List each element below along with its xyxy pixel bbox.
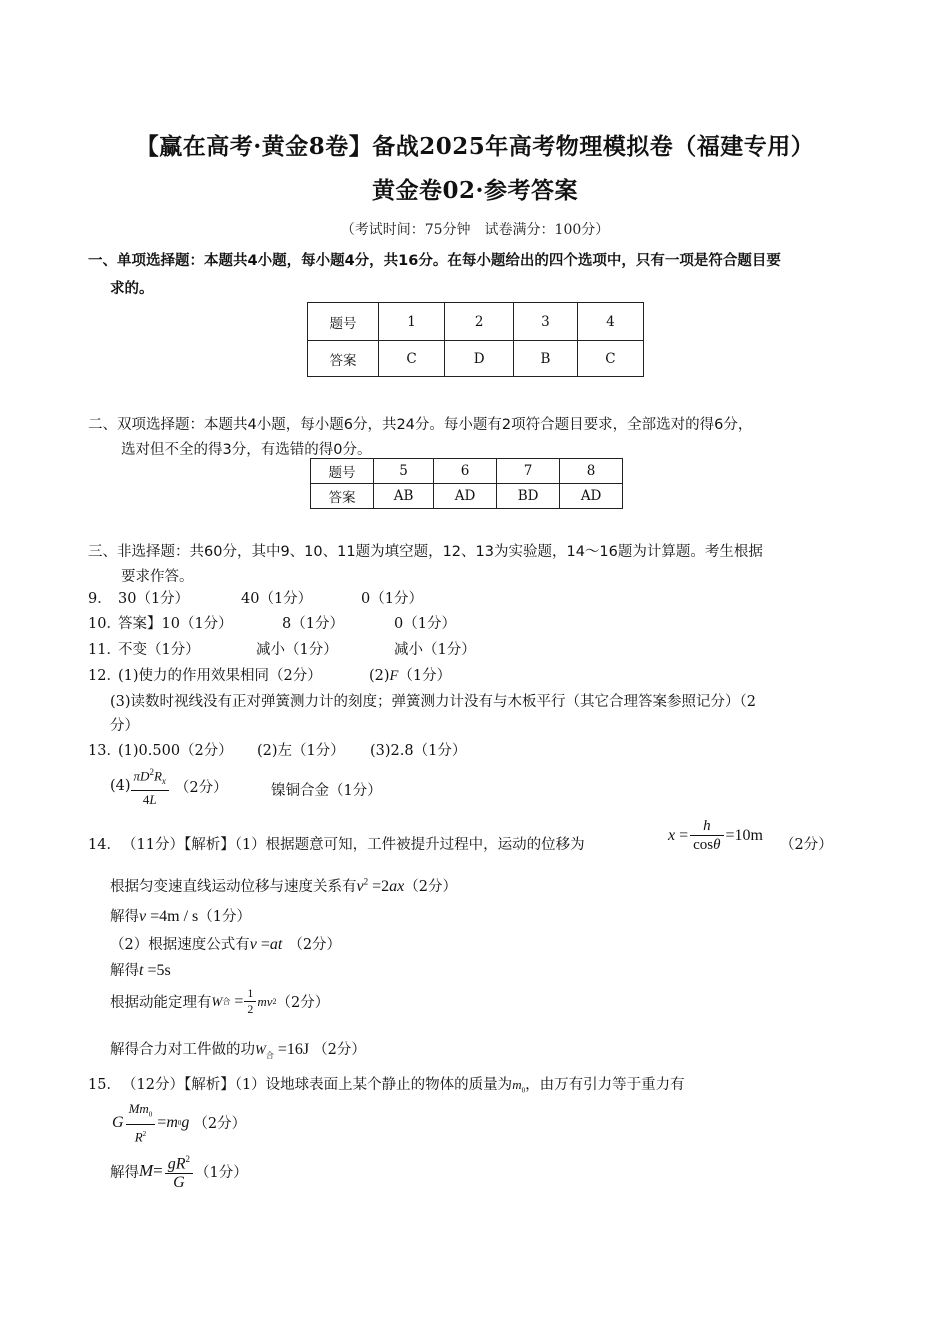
question-number: 4 — [577, 303, 643, 341]
section1-answer-table — [307, 302, 644, 377]
question-number: 8 — [560, 459, 623, 484]
q10-number: 10． — [88, 616, 121, 632]
question-number: 2 — [445, 303, 514, 341]
gravitation-formula: G $\frac{Mm_0}{R^2}$ = m 0 g （2分） — [112, 1101, 247, 1144]
q14-line-6-score: （2分） — [276, 995, 330, 1011]
resistivity-formula: $\frac{\pi D^2R_x}{4L}$ — [131, 763, 169, 809]
force-symbol: F — [389, 668, 399, 684]
answer-cell: BD — [496, 484, 559, 509]
q15-line-3-text: 解得 — [110, 1164, 139, 1181]
q14-line-2-text: 根据匀变速直线运动位移与速度关系有 — [110, 879, 357, 895]
answer-cell: AD — [560, 484, 623, 509]
q14-number: 14． — [88, 837, 121, 853]
table-header-label: 题号 — [308, 303, 379, 341]
section2-heading: 二、双项选择题：本题共4小题，每小题6分，共24分。每小题有2项符合题目要求，全部选对的得6分， — [88, 417, 753, 433]
q13-material: 镍铜合金（1分） — [271, 783, 382, 799]
q11-answer-3: 减小（1分） — [394, 642, 476, 658]
time-result: t =5s — [139, 962, 171, 979]
question-number: 1 — [379, 303, 445, 341]
q15-intro — [122, 1073, 685, 1095]
q14-line-6-text: 根据动能定理有 — [110, 995, 212, 1011]
q13-part-1: (1)0.500（2分） — [118, 743, 233, 759]
q10-answer-3: 0（1分） — [394, 616, 456, 632]
q14-line-5-text: 解得 — [110, 963, 139, 979]
q13-number: 13． — [88, 743, 121, 759]
q14-line-4-score: （2分） — [288, 937, 342, 953]
answer-cell: C — [379, 341, 445, 377]
section2-heading-cont: 选对但不全的得3分，有选错的得0分。 — [121, 442, 372, 458]
question-number: 6 — [434, 459, 497, 484]
question-number: 3 — [514, 303, 578, 341]
kinetic-energy-formula: W 合 = $\frac{1}{2}$ mv 2 — [211, 986, 277, 1016]
q13-part-4-label: (4) — [110, 778, 131, 794]
q14-line-4-text: （2）根据速度公式有 — [110, 937, 250, 953]
answer-cell: B — [514, 341, 578, 377]
section3-heading-cont: 要求作答。 — [121, 569, 194, 585]
kinematics-formula: $v^2 =2ax$ — [356, 876, 405, 895]
section1-heading-cont: 求的。 — [110, 281, 154, 297]
q10-answer-2: 8（1分） — [282, 616, 344, 632]
q14-line-3-text: 解得 — [110, 909, 139, 925]
q13-part-4-score: （2分） — [174, 779, 228, 796]
answer-cell: C — [577, 341, 643, 377]
q12-number: 12． — [88, 668, 121, 684]
q14-line-7 — [110, 1038, 366, 1061]
section1-heading: 一、单项选择题：本题共4小题，每小题4分，共16分。在每小题给出的四个选项中，只有一项是符合题目要 — [88, 253, 781, 269]
q15-intro-text: （12分）【解析】（1）设地球表面上某个静止的物体的质量为 — [122, 1077, 513, 1093]
q9-number: 9． — [88, 591, 112, 607]
q13-part-2: (2)左（1分） — [257, 743, 345, 759]
answer-cell: AD — [434, 484, 497, 509]
velocity-result: v =4m / s — [139, 908, 199, 925]
answer-cell: D — [445, 341, 514, 377]
q12-part-2-score: （1分） — [398, 668, 452, 684]
q14-line-5 — [110, 959, 171, 980]
q14-line-7-text: 解得合力对工件做的功 — [110, 1042, 255, 1058]
q15-line-2-score: （2分） — [193, 1116, 247, 1133]
q9-answer-1: 30（1分） — [118, 591, 190, 607]
earth-mass-formula: M = $\frac{gR^2}{G}$ — [139, 1150, 195, 1192]
q14-line-4 — [110, 933, 341, 954]
mass-symbol: $m_0$ — [512, 1077, 526, 1095]
q14-intro-score: （2分） — [780, 837, 833, 853]
q12-part-3-cont: 分） — [110, 718, 139, 734]
q15-intro-post: ，由万有引力等于重力有 — [525, 1077, 685, 1093]
q14-line-6 — [110, 986, 329, 1017]
q11-answer-1: 不变（1分） — [118, 642, 200, 658]
q13-part-3: (3)2.8（1分） — [370, 743, 467, 759]
q11-answer-2: 减小（1分） — [256, 642, 338, 658]
table-answer-label: 答案 — [311, 484, 374, 509]
q10-answer-1: 答案】10（1分） — [118, 616, 233, 632]
q15-line-3 — [110, 1150, 248, 1192]
q14-line-3-score: （1分） — [198, 909, 251, 925]
velocity-formula: v =at — [249, 936, 283, 953]
q12-part-1: (1)使力的作用效果相同（2分） — [118, 668, 322, 684]
question-number: 7 — [496, 459, 559, 484]
table-answer-label: 答案 — [308, 341, 379, 377]
q15-number: 15． — [88, 1077, 121, 1093]
q15-line-3-score: （1分） — [195, 1164, 248, 1181]
document-title: 【赢在高考·黄金8卷】备战2025年高考物理模拟卷（福建专用） — [135, 133, 815, 160]
q12-part-2-label: (2) — [369, 668, 390, 684]
table-header-label: 题号 — [311, 459, 374, 484]
q9-answer-2: 40（1分） — [241, 591, 313, 607]
q14-line-2-score: （2分） — [404, 879, 457, 895]
answer-cell: AB — [374, 484, 434, 509]
section2-answer-table — [310, 458, 623, 509]
document-subtitle: 黄金卷02·参考答案 — [371, 177, 578, 204]
q11-number: 11． — [88, 642, 121, 658]
q9-answer-3: 0（1分） — [361, 591, 423, 607]
section3-heading: 三、非选择题：共60分，其中9、10、11题为填空题，12、13为实验题，14～16题为计算题。考生根据 — [88, 544, 763, 560]
q13-part-4 — [110, 763, 228, 809]
displacement-formula: x = $\frac{h}{\cos\theta}$ =10m — [668, 818, 763, 853]
q14-intro: （11分）【解析】（1）根据题意可知，工件被提升过程中，运动的位移为 — [122, 837, 585, 853]
q14-line-2 — [110, 875, 457, 896]
q14-line-7-score: （2分） — [313, 1042, 366, 1058]
q12-part-3: (3)读数时视线没有正对弹簧测力计的刻度；弹簧测力计没有与木板平行（其它合理答案参照记分）（2 — [110, 694, 757, 710]
question-number: 5 — [374, 459, 434, 484]
q14-line-3 — [110, 905, 251, 926]
q12-part-2 — [369, 664, 451, 685]
work-result: $W_合 =16J$ — [255, 1041, 310, 1061]
exam-info: （考试时间：75分钟 试卷满分：100分） — [340, 222, 610, 238]
